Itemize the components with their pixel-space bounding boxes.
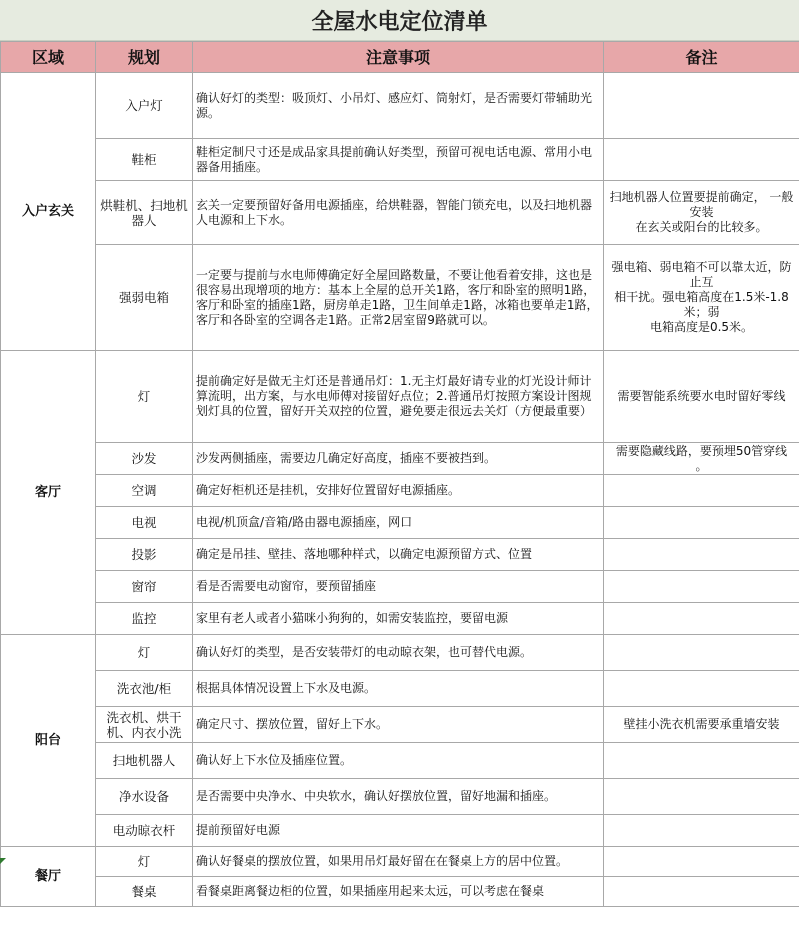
note-cell: 家里有老人或者小猫咪小狗狗的，如需安装监控，要留电源: [193, 603, 604, 635]
table-row: [1, 73, 799, 139]
remark-cell: 壁挂小洗衣机需要承重墙安装: [604, 707, 799, 743]
remark-cell: [604, 779, 799, 815]
note-cell: 确定是吊挂、壁挂、落地哪种样式，以确定电源预留方式、位置: [193, 539, 604, 571]
note-cell: 是否需要中央净水、中央软水，确认好摆放位置，留好地漏和插座。: [193, 779, 604, 815]
table-row: [1, 847, 799, 877]
table-row: [1, 539, 799, 571]
remark-cell: [604, 73, 799, 139]
remark-cell: [604, 539, 799, 571]
header-plan: 规划: [96, 42, 193, 73]
table-row: [1, 743, 799, 779]
header-row: [1, 42, 799, 73]
area-cell: 客厅: [1, 351, 96, 635]
plan-cell: 烘鞋机、扫地机器人: [96, 181, 193, 245]
remark-cell: [604, 815, 799, 847]
area-cell: 入户玄关: [1, 73, 96, 351]
area-cell: 阳台: [1, 635, 96, 847]
cell-marker: [0, 858, 6, 864]
remark-cell: [604, 139, 799, 181]
plan-cell: 监控: [96, 603, 193, 635]
note-cell: 沙发两侧插座，需要边几确定好高度，插座不要被挡到。: [193, 443, 604, 475]
note-cell: 确定尺寸、摆放位置，留好上下水。: [193, 707, 604, 743]
table-row: [1, 877, 799, 907]
note-cell: 玄关一定要预留好备用电源插座，给烘鞋器，智能门锁充电，以及扫地机器人电源和上下水。: [193, 181, 604, 245]
remark-cell: [604, 475, 799, 507]
header-note: 注意事项: [193, 42, 604, 73]
area-cell: 餐厅: [1, 847, 96, 907]
table-row: [1, 671, 799, 707]
table-row: [1, 181, 799, 245]
plan-cell: 空调: [96, 475, 193, 507]
plan-cell: 净水设备: [96, 779, 193, 815]
plan-cell: 电动晾衣杆: [96, 815, 193, 847]
plan-cell: 灯: [96, 635, 193, 671]
note-cell: 确认好上下水位及插座位置。: [193, 743, 604, 779]
plan-cell: 餐桌: [96, 877, 193, 907]
table-row: [1, 443, 799, 475]
remark-cell: [604, 877, 799, 907]
plan-cell: 扫地机器人: [96, 743, 193, 779]
note-cell: 确定好柜机还是挂机，安排好位置留好电源插座。: [193, 475, 604, 507]
remark-cell: [604, 743, 799, 779]
table-body: [1, 73, 799, 907]
plan-cell: 电视: [96, 507, 193, 539]
table-row: [1, 139, 799, 181]
plan-cell: 洗衣池/柜: [96, 671, 193, 707]
table-row: [1, 815, 799, 847]
note-cell: 确认好灯的类型：吸顶灯、小吊灯、感应灯、筒射灯，是否需要灯带辅助光源。: [193, 73, 604, 139]
note-cell: 根据具体情况设置上下水及电源。: [193, 671, 604, 707]
page-title: 全屋水电定位清单: [0, 0, 799, 41]
table-row: [1, 707, 799, 743]
plan-cell: 窗帘: [96, 571, 193, 603]
note-cell: 看餐桌距离餐边柜的位置，如果插座用起来太远，可以考虑在餐桌: [193, 877, 604, 907]
plan-cell: 入户灯: [96, 73, 193, 139]
plan-cell: 沙发: [96, 443, 193, 475]
note-cell: 确认好灯的类型，是否安装带灯的电动晾衣架，也可替代电源。: [193, 635, 604, 671]
note-cell: 确认好餐桌的摆放位置，如果用吊灯最好留在在餐桌上方的居中位置。: [193, 847, 604, 877]
remark-cell: [604, 847, 799, 877]
table-row: [1, 351, 799, 443]
note-cell: 电视/机顶盒/音箱/路由器电源插座，网口: [193, 507, 604, 539]
remark-cell: 需要智能系统要水电时留好零线: [604, 351, 799, 443]
table-row: [1, 603, 799, 635]
note-cell: 提前预留好电源: [193, 815, 604, 847]
plan-cell: 洗衣机、烘干机、内衣小洗: [96, 707, 193, 743]
table-row: [1, 779, 799, 815]
header-area: 区域: [1, 42, 96, 73]
note-cell: 看是否需要电动窗帘，要预留插座: [193, 571, 604, 603]
note-cell: 一定要与提前与水电师傅确定好全屋回路数量，不要让他看着安排，这也是很容易出现增项的地方：基本上全屋的总开关1路，客厅和卧室的照明1路，客厅和卧室的插座1路，厨房单走1路，卫生间单走1路，冰箱也要单走1路，客厅和各卧室的空调各走1路。正常2居室留9路就可以。: [193, 245, 604, 351]
header-remark: 备注: [604, 42, 799, 73]
table-row: [1, 507, 799, 539]
plan-cell: 灯: [96, 847, 193, 877]
table-row: [1, 245, 799, 351]
remark-cell: 需要隐藏线路，要预埋50管穿线 。: [604, 443, 799, 475]
plan-cell: 投影: [96, 539, 193, 571]
plan-cell: 鞋柜: [96, 139, 193, 181]
remark-cell: [604, 571, 799, 603]
table-row: [1, 635, 799, 671]
remark-cell: [604, 635, 799, 671]
remark-cell: 强电箱、弱电箱不可以靠太近，防止互 相干扰。强电箱高度在1.5米-1.8米；弱 电箱高度是0.5米。: [604, 245, 799, 351]
note-cell: 鞋柜定制尺寸还是成品家具提前确认好类型，预留可视电话电源、常用小电器备用插座。: [193, 139, 604, 181]
remark-cell: [604, 507, 799, 539]
remark-cell: [604, 671, 799, 707]
checklist-table: [0, 41, 799, 907]
remark-cell: [604, 603, 799, 635]
table-row: [1, 571, 799, 603]
note-cell: 提前确定好是做无主灯还是普通吊灯：1.无主灯最好请专业的灯光设计师计算流明，出方案，与水电师傅对接留好点位；2.普通吊灯按照方案设计图规划灯具的位置，留好开关双控的位置，避免要走很远去关灯（方便最重要）: [193, 351, 604, 443]
remark-cell: 扫地机器人位置要提前确定， 一般安装 在玄关或阳台的比较多。: [604, 181, 799, 245]
plan-cell: 强弱电箱: [96, 245, 193, 351]
table-row: [1, 475, 799, 507]
plan-cell: 灯: [96, 351, 193, 443]
